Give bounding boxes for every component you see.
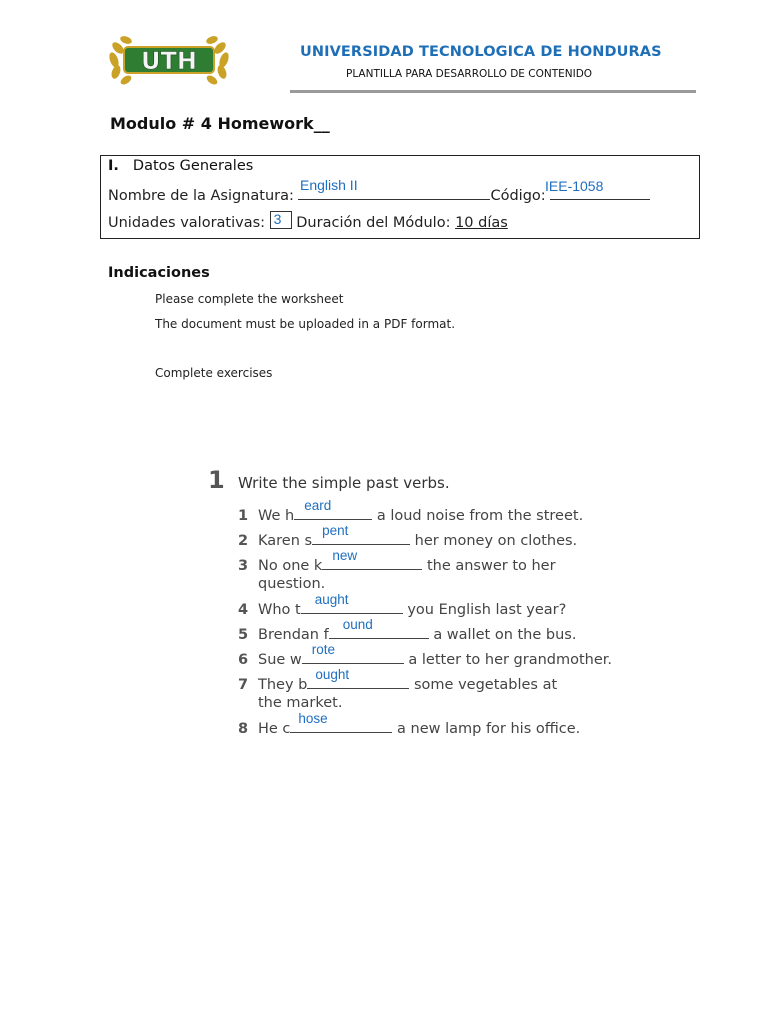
item-number: 3 — [238, 558, 249, 574]
indicacion-line: Please complete the worksheet — [155, 292, 344, 306]
datos-generales-heading — [108, 158, 253, 174]
duracion-label: Duración del Módulo: — [296, 215, 451, 231]
svg-text:UTH: UTH — [141, 47, 197, 75]
item-prefix: No one k — [258, 558, 323, 574]
page-title: Modulo # 4 Homework__ — [110, 114, 330, 133]
unidades-label: Unidades valorativas: — [108, 215, 266, 231]
answer-blank[interactable] — [329, 617, 429, 639]
indicacion-line: Complete exercises — [155, 366, 273, 380]
answer-text: ound — [342, 617, 373, 632]
answer-text: pent — [322, 523, 349, 538]
item-suffix: a new lamp for his office. — [397, 721, 581, 737]
item-number: 8 — [238, 721, 249, 737]
header-divider — [290, 90, 696, 93]
answer-text: aught — [314, 592, 349, 607]
answer-blank[interactable] — [312, 523, 410, 545]
asignatura-label: Nombre de la Asignatura: — [108, 188, 294, 204]
item-prefix: Brendan f — [258, 627, 329, 643]
answer-blank[interactable] — [302, 642, 404, 664]
item-number: 7 — [238, 677, 249, 693]
indicacion-line: The document must be uploaded in a PDF format. — [155, 317, 456, 331]
item-suffix: some vegetables at — [413, 677, 558, 693]
exercise-item — [238, 642, 638, 668]
exercise-item — [238, 548, 638, 592]
item-prefix: They b — [258, 677, 308, 693]
template-subtitle: PLANTILLA PARA DESARROLLO DE CONTENIDO — [346, 68, 593, 80]
item-number: 6 — [238, 652, 249, 668]
exercise-title: Write the simple past verbs. — [238, 474, 450, 492]
university-title: UNIVERSIDAD TECNOLOGICA DE HONDURAS — [300, 44, 662, 60]
answer-text: eard — [304, 498, 332, 513]
duracion-value: 10 días — [455, 215, 508, 231]
answer-blank[interactable] — [294, 498, 372, 520]
exercise-item — [238, 523, 638, 549]
unidades-row — [108, 211, 508, 231]
asignatura-value[interactable]: English II — [300, 177, 358, 193]
item-prefix: Sue w — [258, 652, 302, 668]
exercise-item — [238, 617, 638, 643]
answer-blank[interactable] — [290, 711, 392, 733]
item-continuation: the market. — [258, 695, 343, 711]
item-suffix: the answer to her — [426, 558, 556, 574]
answer-blank[interactable] — [307, 667, 409, 689]
item-number: 4 — [238, 602, 249, 618]
item-suffix: a letter to her grandmother. — [408, 652, 613, 668]
exercise-number: 1 — [208, 466, 225, 494]
item-prefix: Who t — [258, 602, 301, 618]
item-suffix: you English last year? — [407, 602, 567, 618]
item-continuation: question. — [258, 576, 326, 592]
item-number: 1 — [238, 508, 249, 524]
exercise-item — [238, 498, 638, 524]
codigo-value[interactable]: IEE-1058 — [545, 178, 604, 194]
exercise-item — [238, 667, 638, 711]
section-number: I. — [108, 158, 119, 174]
indicaciones-heading: Indicaciones — [108, 265, 210, 281]
exercise-item — [238, 711, 638, 737]
item-number: 2 — [238, 533, 249, 549]
answer-text: rote — [311, 642, 336, 657]
answer-text: hose — [298, 711, 328, 726]
item-suffix: a loud noise from the street. — [376, 508, 584, 524]
answer-text: ought — [315, 667, 350, 682]
answer-blank[interactable] — [301, 592, 403, 614]
item-prefix: Karen s — [258, 533, 313, 549]
answer-text: new — [332, 548, 358, 563]
item-prefix: We h — [258, 508, 295, 524]
unidades-value: 3 — [273, 211, 282, 227]
item-prefix: He c — [258, 721, 291, 737]
uth-logo — [104, 30, 234, 88]
unidades-field[interactable] — [270, 211, 292, 229]
item-suffix: her money on clothes. — [414, 533, 578, 549]
item-suffix: a wallet on the bus. — [433, 627, 577, 643]
item-number: 5 — [238, 627, 249, 643]
section-title: Datos Generales — [132, 158, 254, 174]
codigo-label: Código: — [490, 188, 546, 204]
exercise-item — [238, 592, 638, 618]
answer-blank[interactable] — [322, 548, 422, 570]
